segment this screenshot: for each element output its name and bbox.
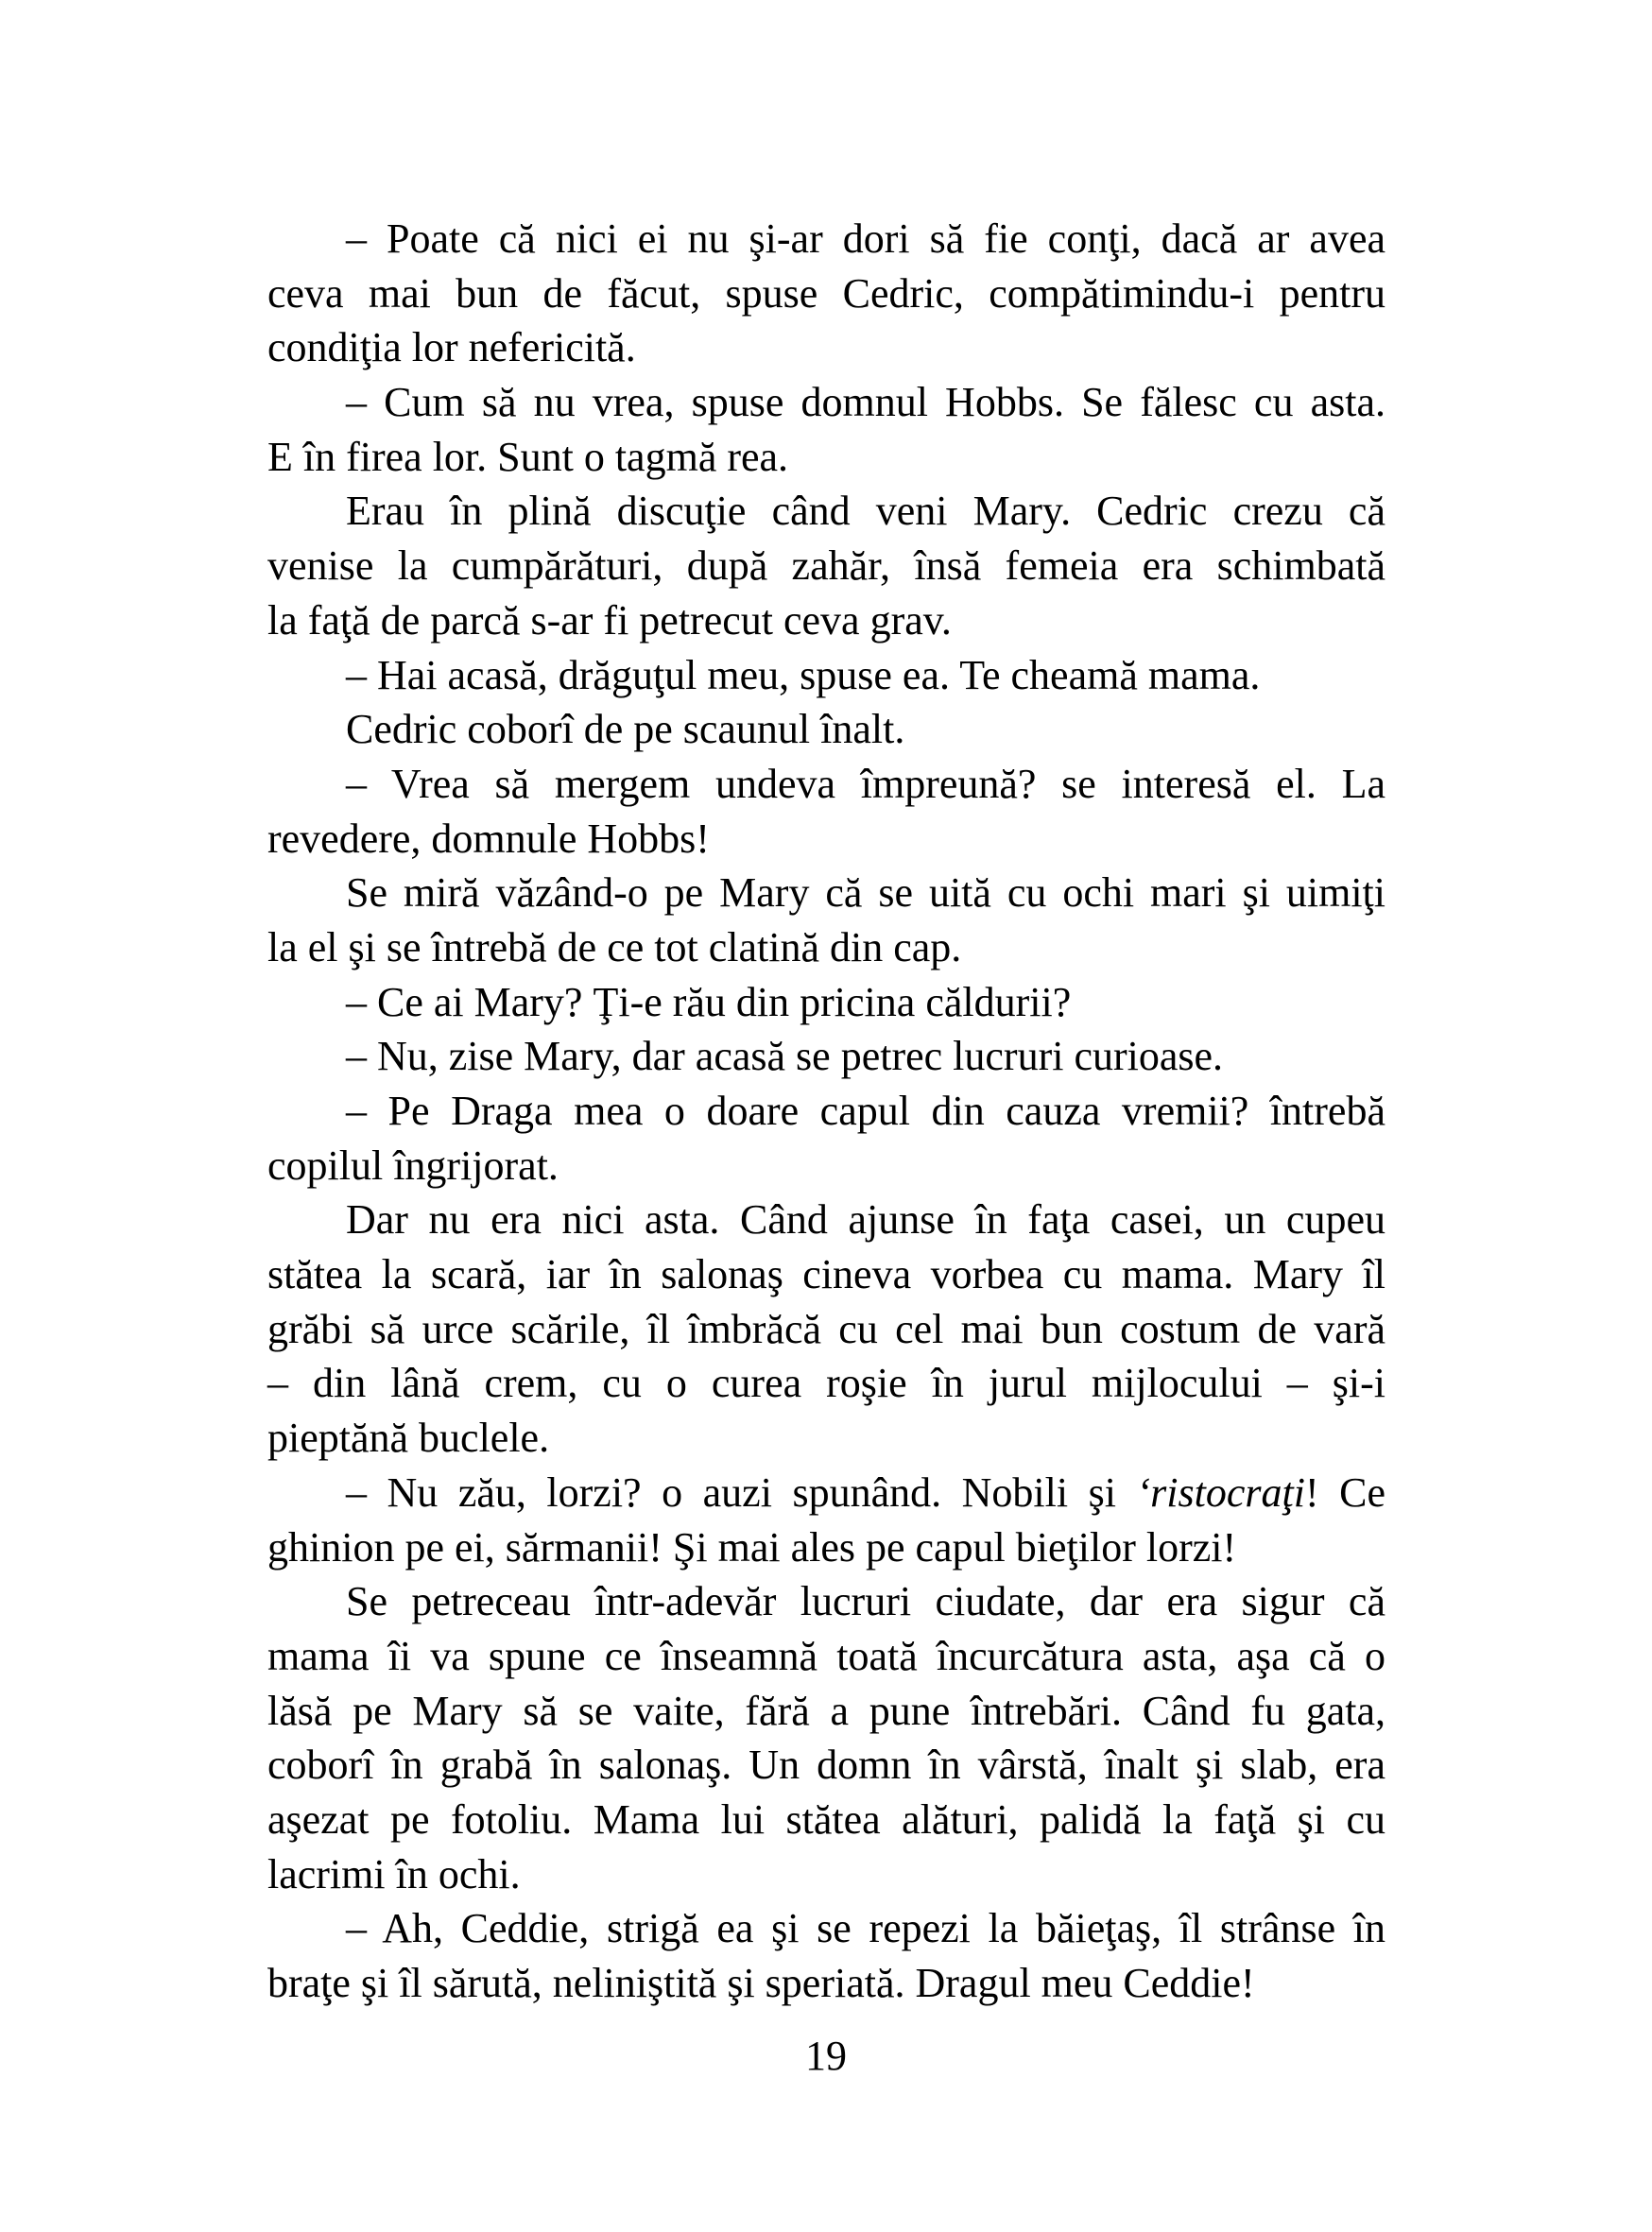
text-line [267,1193,1385,1247]
text-line [267,1302,1385,1357]
text-line-content: Se miră văzând-o pe Mary că se uită cu ochi mari şi uimiţi [346,869,1385,917]
text-line-content: coborî în grabă în salonaş. Un domn în vârstă, înalt şi slab, era [267,1742,1385,1789]
italic-word: ‘ristocraţi [1136,1468,1305,1516]
text-line [267,539,1385,593]
text-line-tail: ! Ce [1304,1468,1385,1516]
text-line [267,1411,1385,1466]
text-line [267,1029,1385,1084]
text-line [267,1629,1385,1684]
text-line-content: Cedric coborî de pe scaunul înalt. [346,706,905,753]
text-line [267,648,1385,703]
text-line [267,757,1385,812]
text-line-content: – Ah, Ceddie, strigă ea şi se repezi la băieţaş, îl strânse în [346,1905,1385,1952]
body-text [267,212,1385,2011]
text-line-content: la faţă de parcă s-ar fi petrecut ceva grav. [267,596,952,644]
page-number: 19 [805,2033,847,2079]
text-line-content: revedere, domnule Hobbs! [267,815,710,862]
text-line [267,1574,1385,1629]
text-line [267,1356,1385,1411]
text-line-content: Erau în plină discuţie când veni Mary. Cedric crezu că [346,488,1385,535]
text-line-content: E în firea lor. Sunt o tagmă rea. [267,433,789,480]
text-line-content: mama îi va spune ce înseamnă toată încurcătura asta, aşa că o [267,1632,1385,1679]
text-line [267,266,1385,321]
text-line-content: condiţia lor nefericită. [267,324,636,371]
text-line-content: – Vrea să mergem undeva împreună? se interesă el. La [346,760,1385,807]
text-line [267,1793,1385,1847]
text-line [267,1466,1385,1520]
text-line-content: Dar nu era nici asta. Când ajunse în faţa casei, un cupeu [346,1196,1385,1244]
text-line-content: aşezat pe fotoliu. Mama lui stătea alături, palidă la faţă şi cu [267,1795,1385,1843]
text-line-content: braţe şi îl sărută, neliniştită şi speriată. Dragul meu Ceddie! [267,1960,1255,2006]
text-line [267,975,1385,1030]
text-line-content: – Cum să nu vrea, spuse domnul Hobbs. Se fălesc cu asta. [346,379,1385,426]
text-line-content: – Poate că nici ei nu şi-ar dori să fie conţi, dacă ar avea [346,215,1385,262]
text-line-content: copilul îngrijorat. [267,1142,559,1189]
text-line [267,1684,1385,1739]
text-line [267,484,1385,539]
text-line [267,212,1385,266]
text-line-content: – Pe Draga mea o doare capul din cauza vremii? întrebă [346,1088,1385,1134]
text-line-content: ceva mai bun de făcut, spuse Cedric, compătimindu-i pentru [267,269,1385,317]
text-line-content: – Nu, zise Mary, dar acasă se petrec lucruri curioase. [346,1033,1224,1080]
text-line-content: lăsă pe Mary să se vaite, fără a pune întrebări. Când fu gata, [267,1687,1385,1734]
text-line-content: stătea la scară, iar în salonaş cineva vorbea cu mama. Mary îl [267,1251,1385,1298]
text-line [267,1901,1385,1956]
text-line [267,866,1385,920]
text-line-content: la el şi se întrebă de ce tot clatină din cap. [267,923,962,970]
text-line [267,1247,1385,1302]
text-line-content: pieptănă buclele. [267,1415,550,1462]
text-line [267,1738,1385,1793]
text-line-content: grăbi să urce scările, îl îmbrăcă cu cel mai bun costum de vară [267,1305,1385,1352]
text-line [267,812,1385,867]
text-line-content: Se petreceau într-adevăr lucruri ciudate, dar era sigur că [346,1578,1385,1625]
text-line-content: lacrimi în ochi. [267,1850,521,1897]
text-line [267,1956,1385,2011]
text-line-content: – din lână crem, cu o curea roşie în jurul mijlocului – şi-i [267,1360,1385,1407]
text-line [267,430,1385,485]
text-line-content: – Ce ai Mary? Ţi-e rău din pricina căldurii? [346,978,1072,1025]
text-line [267,375,1385,430]
text-line [267,1847,1385,1902]
text-line [267,702,1385,757]
text-line [267,320,1385,375]
text-line-content: venise la cumpărături, după zahăr, însă femeia era schimbată [267,542,1385,590]
text-line [267,593,1385,648]
text-line [267,1139,1385,1193]
text-line [267,1520,1385,1575]
text-line [267,920,1385,975]
text-line-content: ghinion pe ei, sărmanii! Şi mai ales pe capul bieţilor lorzi! [267,1523,1237,1571]
text-line [267,1084,1385,1139]
text-line-content: – Hai acasă, drăguţul meu, spuse ea. Te cheamă mama. [346,651,1261,698]
text-line-content: – Nu zău, lorzi? o auzi spunând. Nobili şi [346,1468,1137,1516]
